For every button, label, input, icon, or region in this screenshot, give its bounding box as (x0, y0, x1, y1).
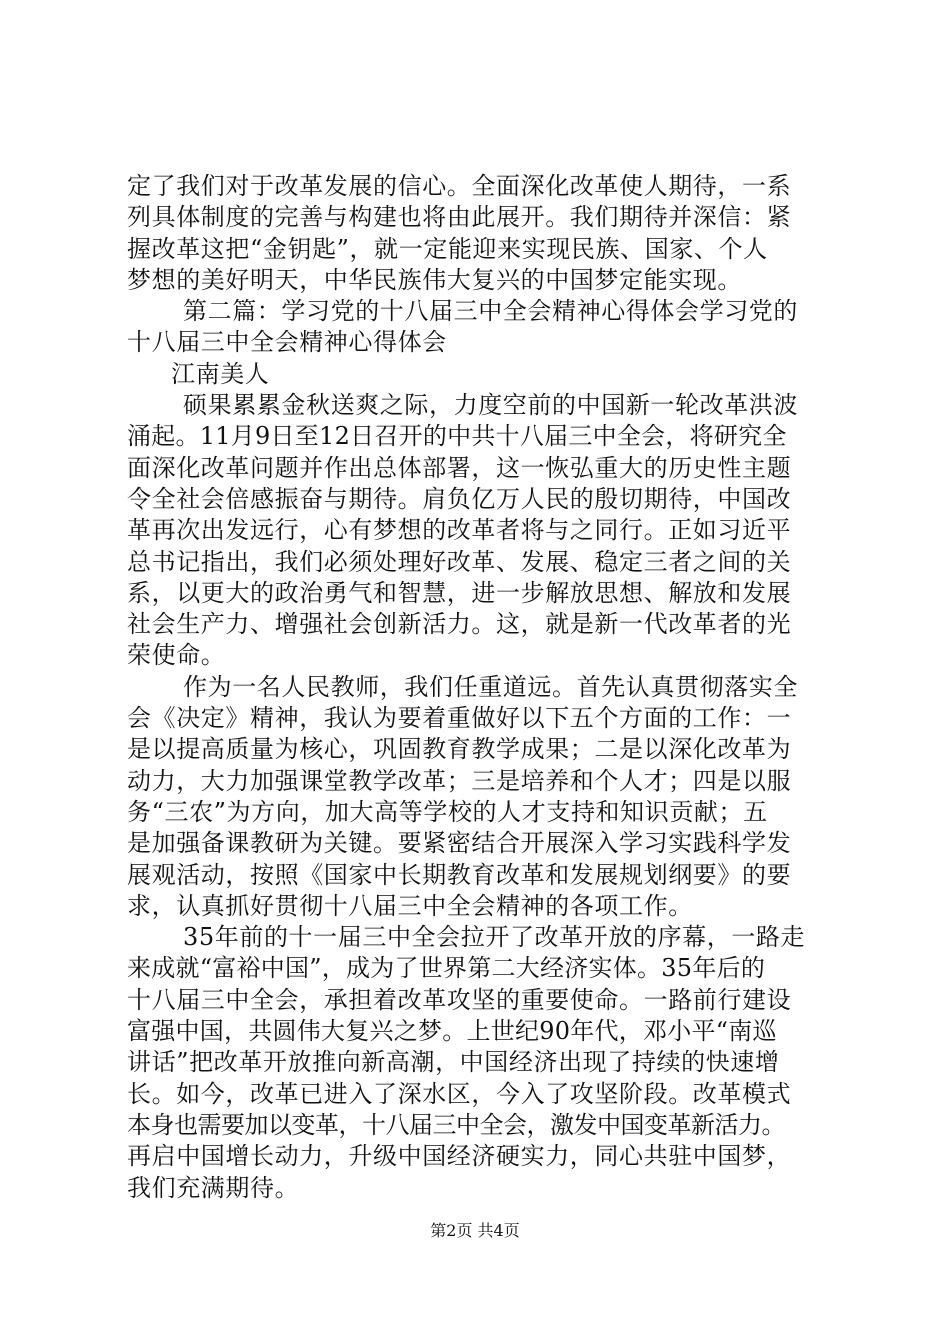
text-line: 令全社会倍感振奋与期待。肩负亿万人民的殷切期待，中国改 (127, 484, 792, 513)
section-heading-line: 第二篇：学习党的十八届三中全会精神心得体会学习党的 (183, 297, 798, 326)
text-line: 总书记指出，我们必须处理好改革、发展、稳定三者之间的关 (127, 547, 792, 576)
text-line: 面深化改革问题并作出总体部署，这一恢弘重大的历史性主题 (127, 453, 792, 482)
text-line: 列具体制度的完善与构建也将由此展开。我们期待并深信：紧 (127, 203, 792, 232)
text-line: 硕果累累金秋送爽之际，力度空前的中国新一轮改革洪波 (183, 391, 798, 420)
page-number-footer: 第2页 共4页 (430, 1221, 520, 1240)
text-line: 再启中国增长动力，升级中国经济硬实力，同心共驻中国梦， (127, 1142, 792, 1171)
text-line: 是以提高质量为核心，巩固教育教学成果；二是以深化改革为 (127, 735, 792, 764)
body-text (127, 171, 827, 1204)
text-line: 梦想的美好明天，中华民族伟大复兴的中国梦定能实现。 (127, 265, 742, 294)
text-line: 来成就“富裕中国”，成为了世界第二大经济实体。35年后的 (127, 954, 766, 983)
text-line: 本身也需要加以变革，十八届三中全会，激发中国变革新活力。 (127, 1110, 785, 1139)
text-line: 会《决定》精神，我认为要着重做好以下五个方面的工作：一 (127, 704, 792, 733)
text-line: 富强中国，共圆伟大复兴之梦。上世纪90年代，邓小平“南巡 (127, 1017, 777, 1046)
text-line: 是加强备课教研为关键。要紧密结合开展深入学习实践科学发 (127, 829, 792, 858)
text-line: 35年前的十一届三中全会拉开了改革开放的序幕，一路走 (183, 923, 806, 952)
text-line: 系，以更大的政治勇气和智慧，进一步解放思想、解放和发展 (127, 578, 792, 607)
text-line: 动力，大力加强课堂教学改革；三是培养和个人才；四是以服 (127, 766, 792, 795)
text-line: 求，认真抓好贯彻十八届三中全会精神的各项工作。 (127, 891, 693, 920)
text-line: 十八届三中全会，承担着改革攻坚的重要使命。一路前行建设 (127, 985, 792, 1014)
text-line: 作为一名人民教师，我们任重道远。首先认真贯彻落实全 (183, 672, 798, 701)
text-line: 展观活动，按照《国家中长期教育改革和发展规划纲要》的要 (127, 860, 792, 889)
text-line: 务“三农”为方向，加大高等学校的人才支持和知识贡献；五 (127, 797, 768, 826)
text-line: 讲话”把改革开放推向新高潮，中国经济出现了持续的快速增 (127, 1048, 780, 1077)
author-name: 江南美人 (171, 359, 270, 388)
text-line: 社会生产力、增强社会创新活力。这，就是新一代改革者的光 (127, 610, 792, 639)
text-line: 握改革这把“金钥匙”，就一定能迎来实现民族、国家、个人 (127, 234, 768, 263)
text-line: 长。如今，改革已进入了深水区，今入了攻坚阶段。改革模式 (127, 1079, 792, 1108)
text-line: 我们充满期待。 (127, 1173, 300, 1202)
text-line: 革再次出发远行，心有梦想的改革者将与之同行。正如习近平 (127, 516, 792, 545)
text-line: 荣使命。 (127, 641, 226, 670)
section-heading-line: 十八届三中全会精神心得体会 (127, 328, 447, 357)
text-line: 涌起。11月9日至12日召开的中共十八届三中全会，将研究全 (127, 422, 787, 451)
text-line: 定了我们对于改革发展的信心。全面深化改革使人期待，一系 (127, 172, 792, 200)
